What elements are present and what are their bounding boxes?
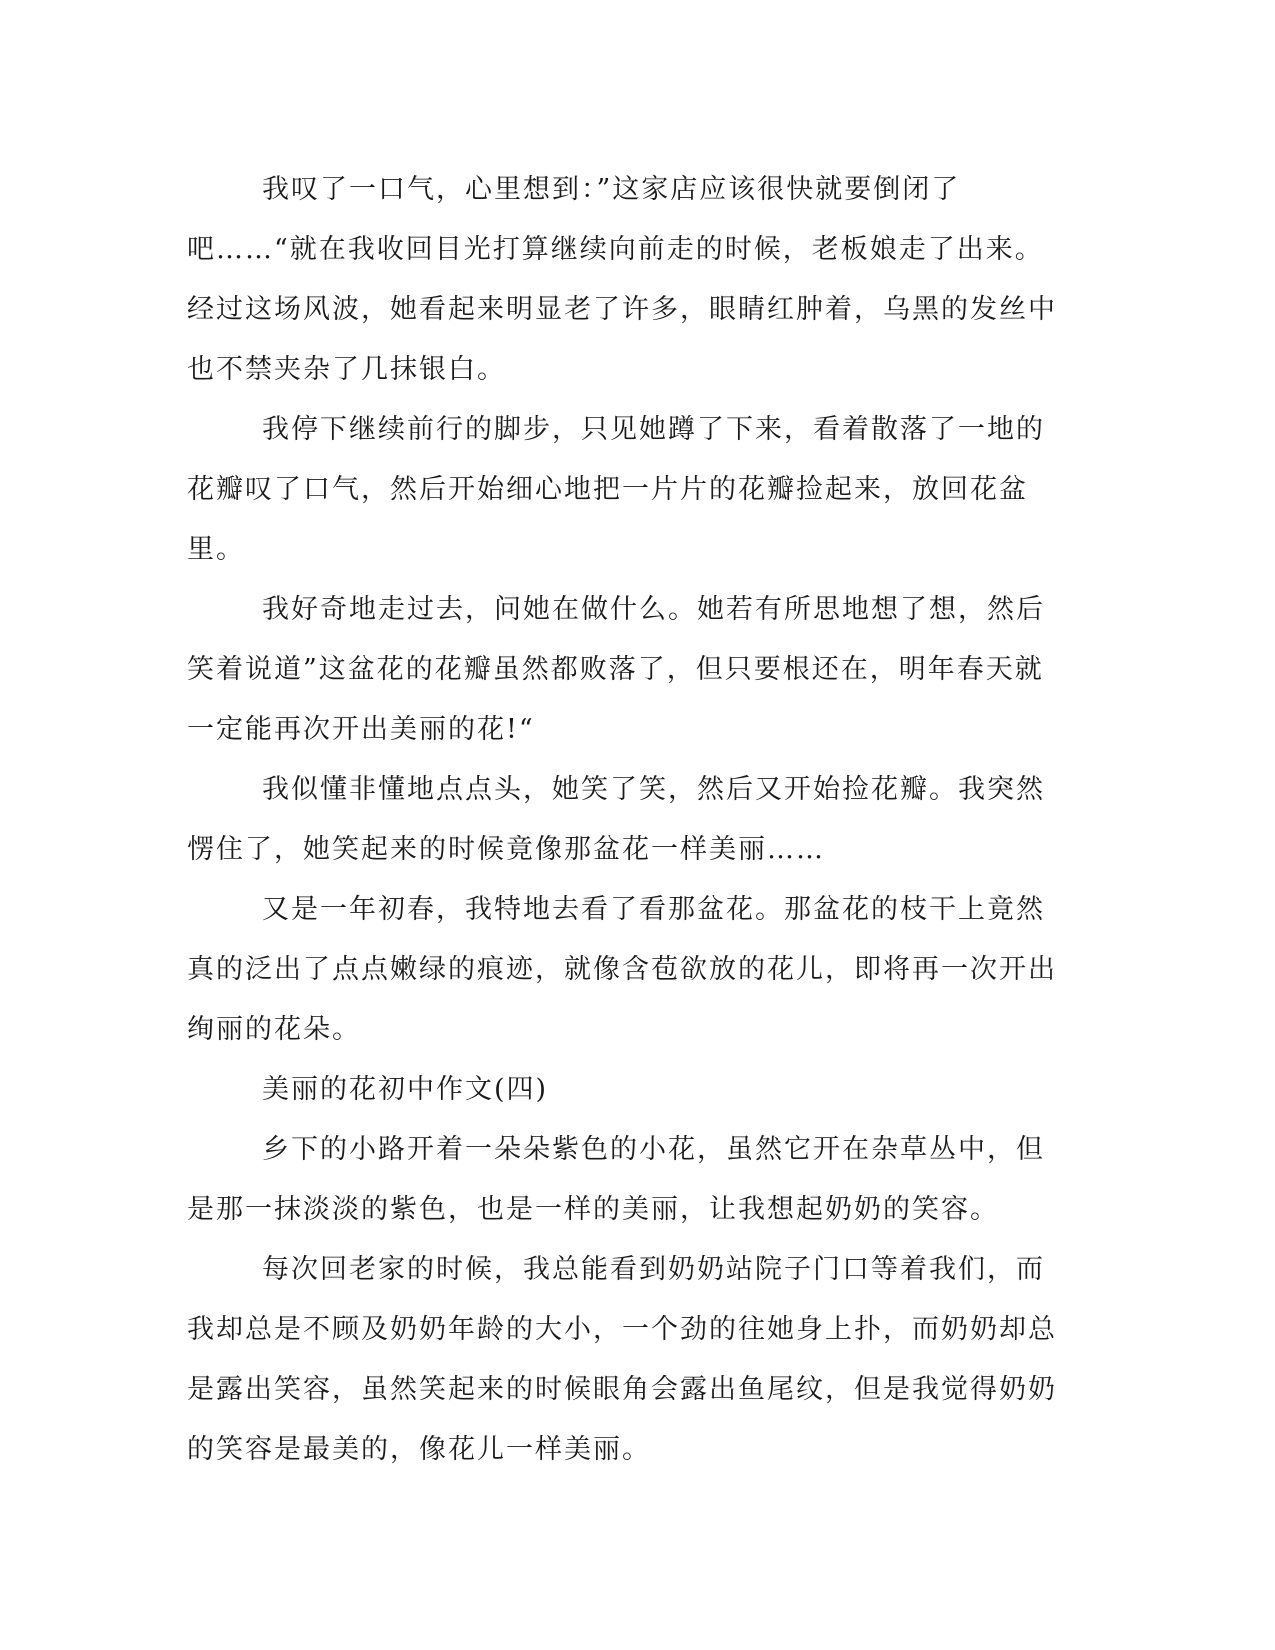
paragraph: 乡下的小路开着一朵朵紫色的小花，虽然它开在杂草丛中，但是那一抹淡淡的紫色，也是一样的美丽，让我想起奶奶的笑容。	[187, 1134, 1045, 1225]
paragraph: 每次回老家的时候，我总能看到奶奶站院子门口等着我们，而我却总是不顾及奶奶年龄的大小，一个劲的往她身上扑，而奶奶却总是露出笑容，虽然笑起来的时候眼角会露出鱼尾纹，但是我觉得奶奶的笑容是最美的，像花儿一样美丽。	[187, 1254, 1057, 1465]
paragraph: 我似懂非懂地点点头，她笑了笑，然后又开始捡花瓣。我突然愣住了，她笑起来的时候竟像那盆花一样美丽……	[187, 774, 1045, 865]
paragraph: 又是一年初春，我特地去看了看那盆花。那盆花的枝干上竟然真的泛出了点点嫩绿的痕迹，就像含苞欲放的花儿，即将再一次开出绚丽的花朵。	[187, 894, 1057, 1045]
paragraph: 我叹了一口气，心里想到：”这家店应该很快就要倒闭了吧……“就在我收回目光打算继续向前走的时候，老板娘走了出来。经过这场风波，她看起来明显老了许多，眼睛红肿着，乌黑的发丝中也不禁夹杂了几抹银白。	[187, 174, 1057, 385]
paragraph: 我好奇地走过去，问她在做什么。她若有所思地想了想，然后笑着说道”这盆花的花瓣虽然都败落了，但只要根还在，明年春天就一定能再次开出美丽的花!“	[187, 594, 1045, 745]
paragraph: 我停下继续前行的脚步，只见她蹲了下来，看着散落了一地的花瓣叹了口气，然后开始细心地把一片片的花瓣捡起来，放回花盆里。	[187, 414, 1045, 565]
document-body	[187, 160, 1067, 1480]
section-title: 美丽的花初中作文(四)	[262, 1074, 549, 1105]
